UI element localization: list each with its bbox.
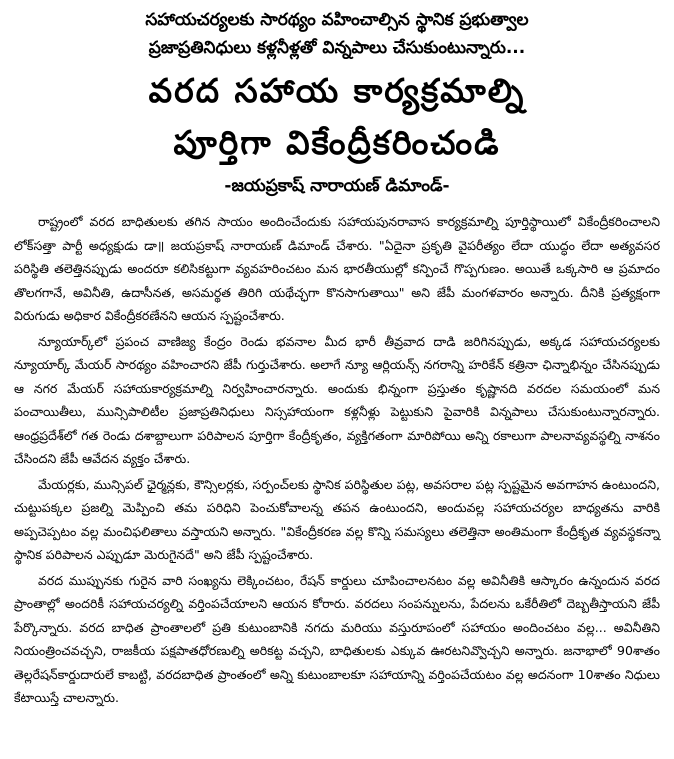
body-paragraph: మేయర్లకు, మున్సిపల్ ఛైర్మన్లకు, కౌన్సిలర్లకు, సర్పంచ్‌లకు స్థానిక పరిస్థితుల పట్ల, అవసరాల పట్ల స్పష్టమైన అవగాహన ఉంటుందని, చుట్టుపక్కల ప్రజల్ని మెప్పించి తమ పరిధిని పెంచుకోవాలన్న తపన ఉంటుందని, అందువల్ల సహాయచర్యల బాధ్యతను వారికి అప్పచెప్పటం వల్ల మంచిఫలితాలు వస్తాయని అన్నారు. "వికేంద్రీకరణ వల్ల కొన్ని సమస్యలు తలెత్తినా అంతిమంగా కేంద్రీకృత వ్యవస్థకన్నా స్థానిక పరిపాలన ఎప్పుడూ మెరుగైనదే" అని జేపీ స్పష్టంచేశారు. <box>14 476 660 562</box>
body-paragraph: వరద ముప్పునకు గురైన వారి సంఖ్యను లెక్కించటం, రేషన్ కార్డులు చూపించాలనటం వల్ల అవినీతికి ఆస్కారం ఉన్నందున వరద ప్రాంతాల్లో అందరికీ సహాయచర్యల్ని వర్తింపచేయాలని ఆయన కోరారు. వరదలు సంపన్నులను, పేదలను ఒకేరీతిలో దెబ్బతీస్తాయని జేపీ పేర్కొన్నారు. వరద బాధిత ప్రాంతాలలో ప్రతి కుటుంబానికి నగదు మరియు వస్తురూపంలో సహాయం అందించటం వల్ల... అవినీతిని నియంత్రించవచ్చని, రాజకీయ పక్షపాతధోరణుల్ని అరికట్ట వచ్చని, బాధితులకు ఎక్కువ ఊరటనివ్వొచ్చని అన్నారు. జనాభాలో 90శాతం తెల్లరేషన్‌కార్డుదారులే కాబట్టి, వరదబాధిత ప్రాంతంలో అన్ని కుటుంబాలకూ సహాయాన్ని వర్తింపచేయటం వల్ల అదనంగా 10శాతం నిధులు కేటాయిస్తే చాలన్నారు. <box>14 572 660 705</box>
headline-line-2: పూర్తిగా వికేంద్రీకరించండి <box>173 123 501 162</box>
kicker-line-2: ప్రజాప్రతినిధులు కళ్లనీళ్లతో విన్నపాలు చేసుకుంటున్నారు... <box>148 38 526 58</box>
body-paragraph: న్యూయార్క్‌లో ప్రపంచ వాణిజ్య కేంద్రం రెండు భవనాల మీద భారీ తీవ్రవాద దాడి జరిగినప్పుడు, అక్కడ సహాయచర్యలకు న్యూయార్క్ మేయర్ సారథ్యం వహించారని జేపీ గుర్తుచేశారు. అలాగే న్యూ ఆర్లియన్స్ నగరాన్ని హరికేన్ కత్రినా ఛిన్నాభిన్నం చేసినప్పుడు ఆ నగర మేయర్ సహాయకార్యక్రమాల్ని నిర్వహించారన్నారు. అందుకు భిన్నంగా ప్రస్తుతం కృష్ణానది వరదల సమయంలో మన పంచాయితీలు, మున్సిపాలిటీల ప్రజాప్రతినిధులు నిస్సహాయంగా కళ్లనీళ్లు పెట్టుకుని పైవారికి విన్నపాలు చేసుకుంటున్నారన్నారు. ఆంధ్రప్రదేశ్‌లో గత రెండు దశాబ్దాలుగా పరిపాలన పూర్తిగా కేంద్రీకృతం, వ్యక్తిగతంగా మారిపోయి అన్ని రకాలుగా పాలనావ్యవస్థల్ని నాశనం చేసిందని జేపీ ఆవేదన వ్యక్తం చేశారు. <box>14 333 660 466</box>
kicker-line-1: సహాయచర్యలకు సారథ్యం వహించాల్సిన స్థానిక ప్రభుత్వాల <box>145 10 529 30</box>
byline: -జయప్రకాష్ నారాయణ్ డిమాండ్- <box>224 176 450 196</box>
headline-line-1: వరద సహాయ కార్యక్రమాల్ని <box>148 71 526 110</box>
body-paragraph: రాష్ట్రంలో వరద బాధితులకు తగిన సాయం అందించేందుకు సహాయపునరావాస కార్యక్రమాల్ని పూర్తిస్థాయిలో వికేంద్రీకరించాలని లోక్‌సత్తా పార్టీ అధ్యక్షుడు డా॥ జయప్రకాష్ నారాయణ్ డిమాండ్ చేశారు. "ఏదైనా ప్రకృతి వైపరీత్యం లేదా యుద్ధం లేదా అత్యవసర పరిస్థితి తలెత్తినప్పుడు అందరూ కలిసికట్టుగా వ్యవహరించటం మన భారతీయుల్లో కన్పించే గొప్పగుణం. అయితే ఒక్కసారి ఆ ప్రమాదం తొలగగానే, అవినీతి, ఉదాసీనత, అసమర్థత తిరిగి యథేచ్ఛగా కొనసాగుతాయి" అని జేపీ మంగళవారం అన్నారు. దీనికి ప్రత్యక్షంగా విరుగుడు అధికార వికేంద్రీకరణేనని ఆయన స్పష్టంచేశారు. <box>14 214 660 323</box>
